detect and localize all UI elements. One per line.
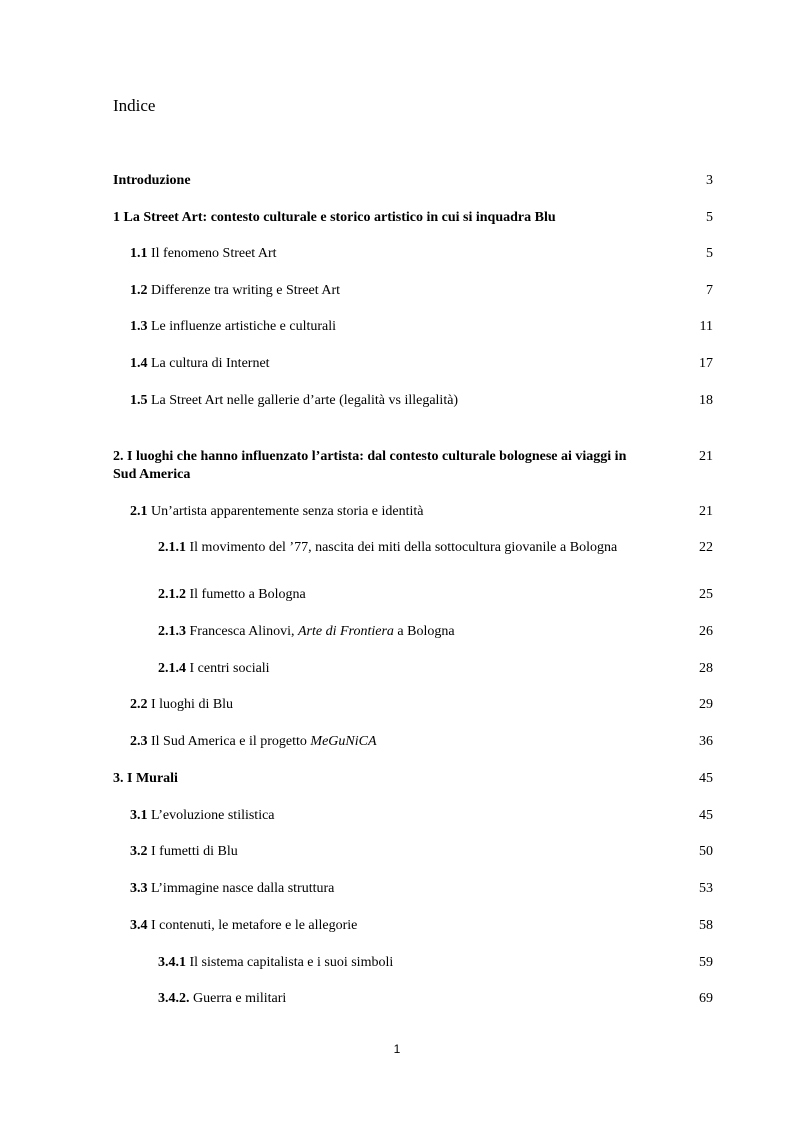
toc-entry-text: Guerra e militari	[189, 991, 287, 1006]
toc-page-number: 50	[699, 844, 713, 859]
toc-entry-text: Il movimento del ’77, nascita dei miti della sottocultura giovanile a Bologna	[186, 540, 618, 555]
footer-page-number: 1	[393, 1042, 401, 1056]
toc-page-number: 58	[699, 918, 713, 933]
toc-entry-3-4-1[interactable]	[158, 954, 713, 972]
toc-entry-3-2[interactable]	[130, 843, 713, 861]
toc-entry-text: I fumetti di Blu	[147, 844, 238, 859]
toc-entry-text: La Street Art nelle gallerie d’arte (legalità vs illegalità)	[147, 393, 459, 408]
toc-entry-number: 2.2	[130, 697, 148, 712]
toc-entry-text: I contenuti, le metafore e le allegorie	[147, 918, 358, 933]
toc-entry-number: 1.1	[130, 246, 148, 261]
toc-entry-introduzione[interactable]	[113, 172, 713, 190]
toc-entry-number: 2.1.4	[158, 661, 186, 676]
toc-entry-number: 2.1.3	[158, 624, 186, 639]
toc-page-number: 53	[699, 881, 713, 896]
toc-entry-1-2[interactable]	[130, 282, 713, 300]
toc-entry-2-1-3[interactable]	[158, 623, 713, 641]
toc-entry-chapter-1[interactable]	[113, 209, 713, 227]
toc-entry-text: 2. I luoghi che hanno influenzato l’artista: dal contesto culturale bolognese ai viaggi in Sud America	[113, 449, 627, 482]
toc-entry-text-before: Il Sud America e il progetto	[147, 734, 311, 749]
toc-page-number: 11	[699, 319, 713, 334]
toc-entry-number: 3.4.2.	[158, 991, 190, 1006]
toc-entry-chapter-2[interactable]	[113, 448, 713, 484]
toc-entry-italic-title: MeGuNiCA	[310, 734, 377, 749]
toc-entry-text: Il fenomeno Street Art	[147, 246, 277, 261]
toc-entry-number: 3.2	[130, 844, 148, 859]
toc-page-number: 69	[699, 991, 713, 1006]
toc-entry-2-1-4[interactable]	[158, 660, 713, 678]
toc-entry-number: 3.3	[130, 881, 148, 896]
toc-entry-text: Un’artista apparentemente senza storia e identità	[147, 504, 424, 519]
toc-page-number: 36	[699, 734, 713, 749]
toc-entry-3-4-2[interactable]	[158, 990, 713, 1008]
toc-entry-3-3[interactable]	[130, 880, 713, 898]
toc-entry-1-5[interactable]	[130, 392, 713, 410]
toc-entry-chapter-3[interactable]	[113, 770, 713, 788]
toc-entry-italic-title: Arte di Frontiera	[297, 624, 394, 639]
toc-page-number: 21	[699, 504, 713, 519]
toc-page-number: 3	[706, 173, 713, 188]
toc-entry-number: 2.1.1	[158, 540, 186, 555]
toc-entry-text-after: a Bologna	[393, 624, 455, 639]
toc-page-number: 5	[706, 246, 713, 261]
toc-entry-text: 3. I Murali	[113, 771, 178, 786]
toc-entry-1-1[interactable]	[130, 245, 713, 263]
toc-entry-number: 2.1	[130, 504, 148, 519]
toc-entry-number: 1.2	[130, 283, 148, 298]
toc-page-number: 7	[706, 283, 713, 298]
toc-page-number: 45	[699, 808, 713, 823]
toc-entry-text: I luoghi di Blu	[147, 697, 234, 712]
toc-entry-text-before: Francesca Alinovi,	[186, 624, 298, 639]
toc-entry-number: 1.3	[130, 319, 148, 334]
toc-page-number: 45	[699, 771, 713, 786]
toc-entry-2-1[interactable]	[130, 503, 713, 521]
toc-page-number: 29	[699, 697, 713, 712]
toc-entry-1-4[interactable]	[130, 355, 713, 373]
toc-entry-number: 1.5	[130, 393, 148, 408]
toc-entry-text: L’evoluzione stilistica	[147, 808, 275, 823]
toc-page-number: 21	[699, 449, 713, 464]
toc-entry-text: L’immagine nasce dalla struttura	[147, 881, 335, 896]
toc-entry-2-1-2[interactable]	[158, 586, 713, 604]
toc-entry-text: Introduzione	[113, 173, 191, 188]
toc-entry-number: 3.1	[130, 808, 148, 823]
toc-page-number: 18	[699, 393, 713, 408]
toc-entry-text: La cultura di Internet	[147, 356, 270, 371]
toc-entry-2-3[interactable]	[130, 733, 713, 751]
toc-entry-text: I centri sociali	[186, 661, 270, 676]
toc-entry-number: 3.4.1	[158, 955, 186, 970]
toc-page-number: 25	[699, 587, 713, 602]
toc-entry-number: 1.4	[130, 356, 148, 371]
toc-entry-3-1[interactable]	[130, 807, 713, 825]
toc-entry-2-2[interactable]	[130, 696, 713, 714]
page-title: Indice	[113, 96, 156, 115]
toc-page-number: 26	[699, 624, 713, 639]
toc-entry-text: Le influenze artistiche e culturali	[147, 319, 337, 334]
toc-page-number: 17	[699, 356, 713, 371]
toc-entry-1-3[interactable]	[130, 318, 713, 336]
toc-page-number: 5	[706, 210, 713, 225]
toc-page-number: 59	[699, 955, 713, 970]
toc-entry-text: Il fumetto a Bologna	[186, 587, 306, 602]
toc-entry-text: Il sistema capitalista e i suoi simboli	[186, 955, 394, 970]
toc-page-number: 22	[699, 540, 713, 555]
toc-entry-text: 1 La Street Art: contesto culturale e storico artistico in cui si inquadra Blu	[113, 210, 556, 225]
toc-page-number: 28	[699, 661, 713, 676]
toc-entry-3-4[interactable]	[130, 917, 713, 935]
toc-entry-number: 2.1.2	[158, 587, 186, 602]
toc-entry-2-1-1[interactable]	[158, 539, 713, 575]
toc-entry-number: 2.3	[130, 734, 148, 749]
toc-entry-text: Differenze tra writing e Street Art	[147, 283, 341, 298]
toc-entry-number: 3.4	[130, 918, 148, 933]
